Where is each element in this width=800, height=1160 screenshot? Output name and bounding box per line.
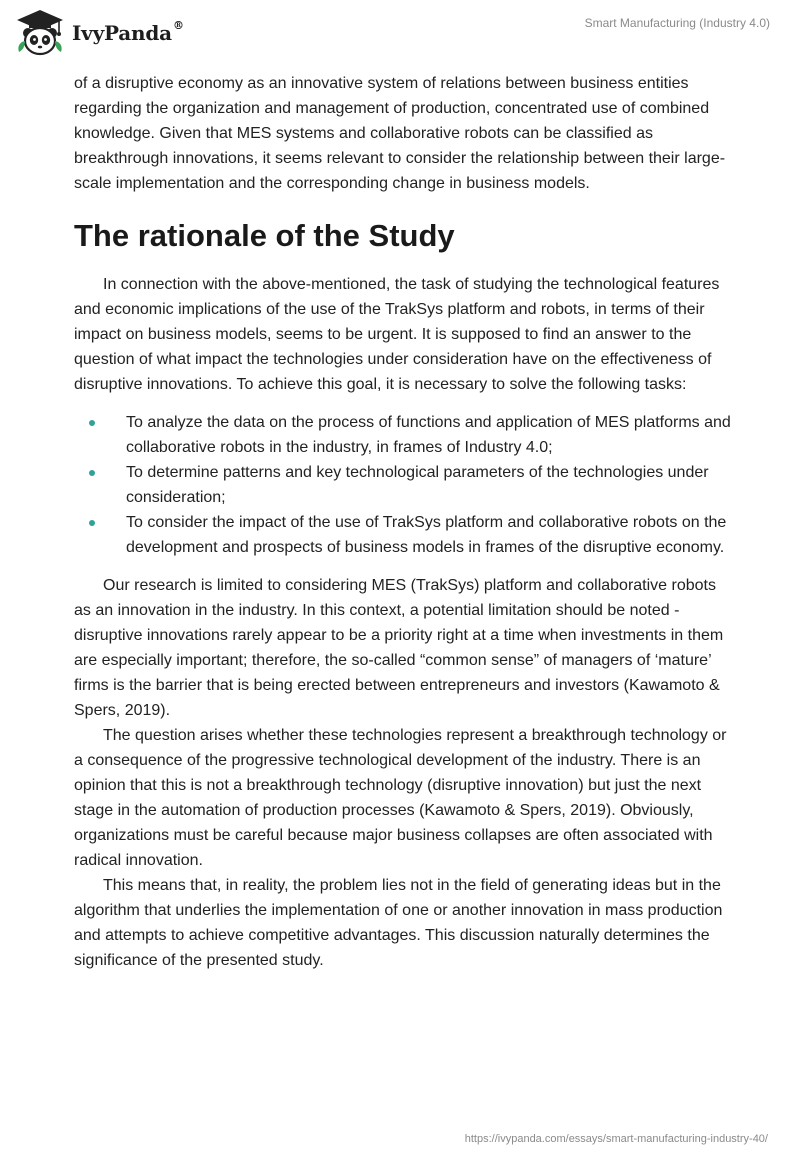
list-item bbox=[74, 460, 734, 510]
registered-mark: ® bbox=[172, 19, 184, 32]
question-paragraph: The question arises whether these technologies represent a breakthrough technology or a consequence of the progressive technological development of the industry. There is an opinion that this is not a breakthrough technology (disruptive innovation) but just the next stage in the automation of production processes (Kawamoto & Spers, 2019). Obviously, organizations must be careful because major business collapses are often associated with radical innovation. bbox=[74, 727, 727, 869]
bullet-icon bbox=[89, 420, 95, 426]
list-item bbox=[74, 410, 734, 460]
bullet-icon bbox=[89, 470, 95, 476]
section-heading: The rationale of the Study bbox=[74, 218, 455, 253]
significance-paragraph: This means that, in reality, the problem lies not in the field of generating ideas but in the algorithm that underlies the implementation of one or another innovation in mass production and attempts to achieve competitive advantages. This discussion naturally determines the significance of the presented study. bbox=[74, 877, 723, 969]
list-item-text: To analyze the data on the process of functions and application of MES platforms and collaborative robots in the industry, in frames of Industry 4.0; bbox=[126, 414, 731, 456]
list-item bbox=[74, 510, 734, 560]
rationale-paragraph: In connection with the above-mentioned, the task of studying the technological features and economic implications of the use of the TrakSys platform and robots, in terms of their impact on business models, seems to be urgent. It is supposed to find an answer to the question of what impact the technologies under consideration have on the effectiveness of disruptive innovations. To achieve this goal, it is necessary to solve the following tasks: bbox=[74, 276, 720, 393]
page-header bbox=[0, 0, 800, 70]
list-item-text: To determine patterns and key technological parameters of the technologies under consideration; bbox=[126, 464, 709, 506]
essay-content bbox=[74, 71, 734, 973]
source-url[interactable]: https://ivypanda.com/essays/smart-manufacturing-industry-40/ bbox=[464, 1133, 768, 1145]
limitation-paragraph: Our research is limited to considering MES (TrakSys) platform and collaborative robots as an innovation in the industry. In this context, a potential limitation should be noted - disruptive innovations rarely appear to be a priority right at a time when investments in them are especially important; therefore, the so-called “common sense” of managers of ‘mature’ firms is the barrier that is being erected between entrepreneurs and investors (Kawamoto & Spers, 2019). bbox=[74, 577, 724, 719]
bullet-icon bbox=[89, 520, 95, 526]
brand-name: IvyPanda® bbox=[72, 19, 184, 45]
intro-paragraph: of a disruptive economy as an innovative system of relations between business entities regarding the organization and management of production, concentrated use of combined knowledge. Given that MES systems and collaborative robots can be classified as breakthrough innovations, it seems relevant to consider the relationship between their large-scale implementation and the corresponding change in business models. bbox=[74, 75, 726, 192]
list-item-text: To consider the impact of the use of TrakSys platform and collaborative robots on the development and prospects of business models in frames of the disruptive economy. bbox=[126, 514, 727, 556]
brand-logo[interactable] bbox=[14, 8, 184, 58]
task-list bbox=[74, 410, 734, 560]
document-title: Smart Manufacturing (Industry 4.0) bbox=[584, 16, 770, 30]
panda-icon bbox=[14, 8, 66, 58]
